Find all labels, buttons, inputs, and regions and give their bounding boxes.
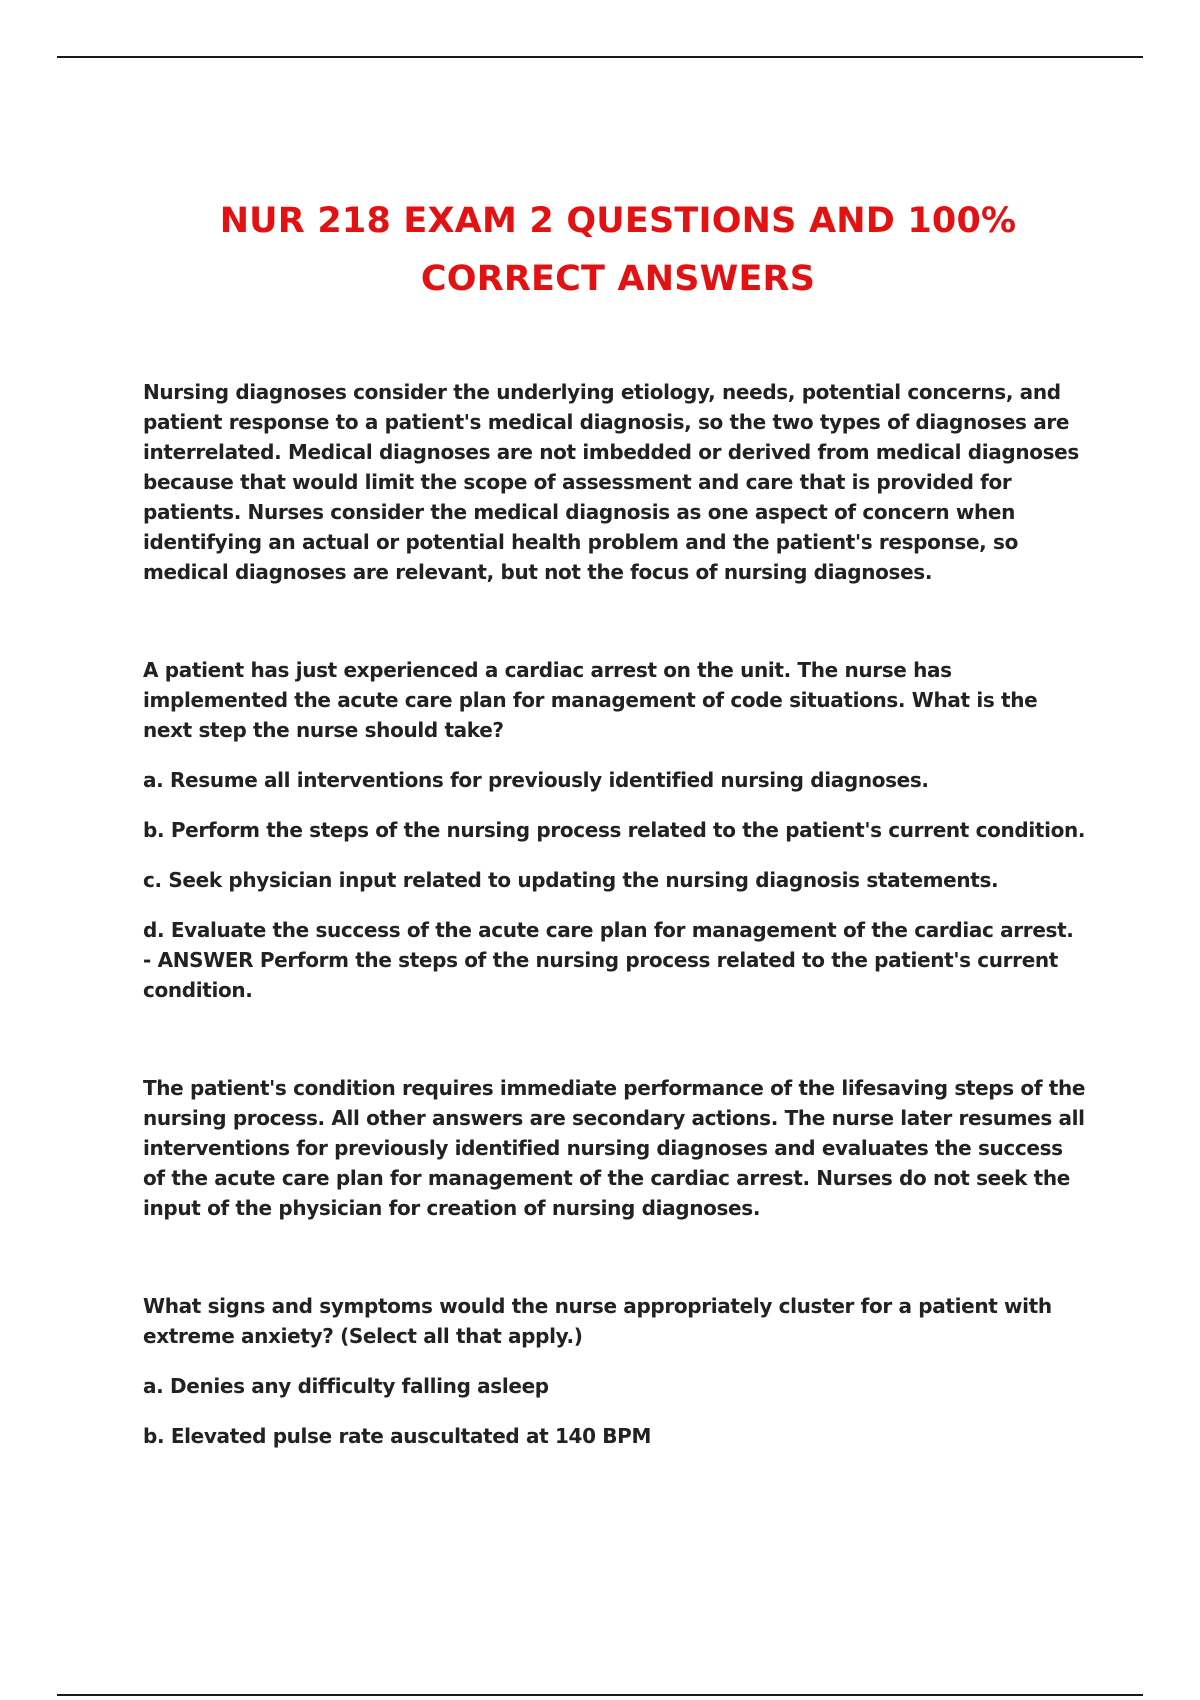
answer-option-c: c. Seek physician input related to updating the nursing diagnosis statements. <box>143 868 999 892</box>
document-body <box>143 377 1087 1451</box>
document-title <box>0 192 1200 308</box>
answer-option-d: d. Evaluate the success of the acute care plan for management of the cardiac arrest. - ANSWER Perform the steps of the nursing process related to the patient's current condition. <box>143 918 1074 1002</box>
footer-rule <box>57 1694 1143 1696</box>
answer-option-a: a. Denies any difficulty falling asleep <box>143 1374 549 1398</box>
answer-option-b: b. Elevated pulse rate auscultated at 140 BPM <box>143 1424 652 1448</box>
header-rule <box>57 56 1143 58</box>
title-line-2: CORRECT ANSWERS <box>420 259 816 299</box>
question-stem: A patient has just experienced a cardiac arrest on the unit. The nurse has implemented the acute care plan for management of code situations. What is the next step the nurse should take? <box>143 658 1038 742</box>
answer-option-a: a. Resume all interventions for previously identified nursing diagnoses. <box>143 768 929 792</box>
rationale-paragraph: Nursing diagnoses consider the underlying etiology, needs, potential concerns, and patient response to a patient's medical diagnosis, so the two types of diagnoses are interrelated. Medical diagnoses are not imbedded or derived from medical diagnoses because that would limit the scope of assessment and care that is provided for patients. Nurses consider the medical diagnosis as one aspect of concern when identifying an actual or potential health problem and the patient's response, so medical diagnoses are relevant, but not the focus of nursing diagnoses. <box>143 380 1079 584</box>
question-stem: What signs and symptoms would the nurse appropriately cluster for a patient with extreme anxiety? (Select all that apply.) <box>143 1294 1052 1348</box>
answer-option-b: b. Perform the steps of the nursing process related to the patient's current condition. <box>143 818 1086 842</box>
rationale-paragraph: The patient's condition requires immediate performance of the lifesaving steps of the nursing process. All other answers are secondary actions. The nurse later resumes all interventions for previously identified nursing diagnoses and evaluates the success of the acute care plan for management of the cardiac arrest. Nurses do not seek the input of the physician for creation of nursing diagnoses. <box>143 1076 1086 1220</box>
title-line-1: NUR 218 EXAM 2 QUESTIONS AND 100% <box>219 201 1017 241</box>
